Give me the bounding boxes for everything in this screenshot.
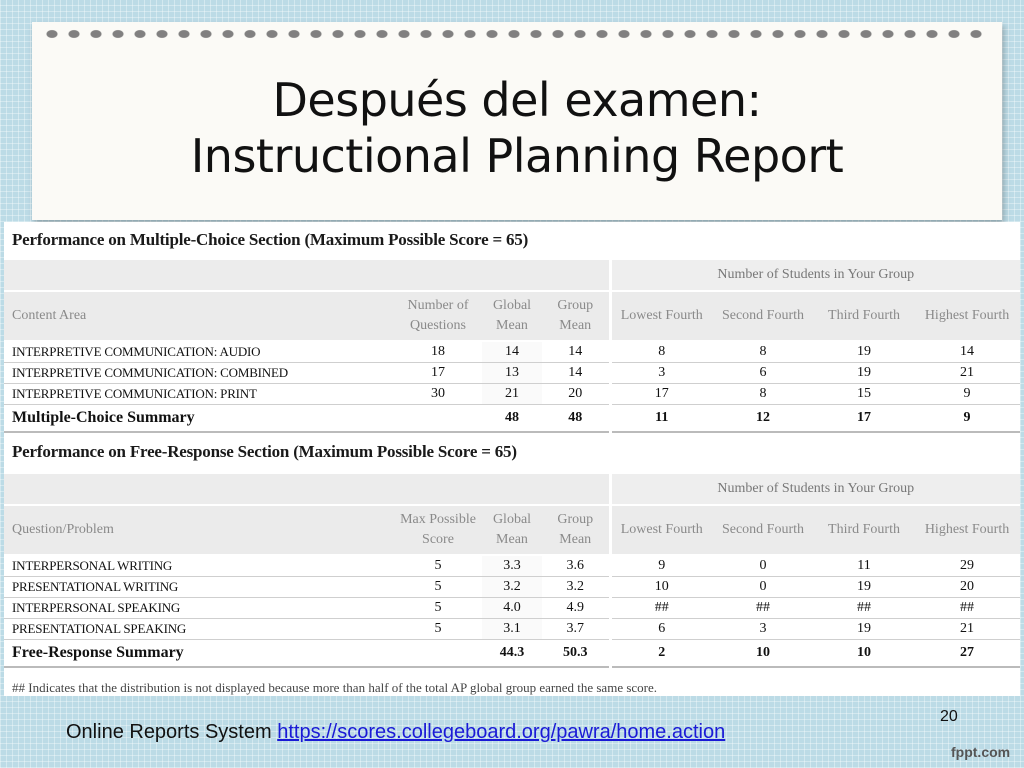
- fr-header: Lowest Fourth: [610, 505, 712, 555]
- cell: 3.2: [482, 577, 542, 598]
- fr-header: Third Fourth: [814, 505, 914, 555]
- cell: 21: [914, 363, 1020, 384]
- cell: 19: [814, 577, 914, 598]
- cell: 10: [712, 640, 814, 668]
- fr-header: Max Possible Score: [394, 505, 482, 555]
- fr-group-header: Number of Students in Your Group: [610, 474, 1020, 505]
- fr-header: Question/Problem: [4, 505, 394, 555]
- cell: ##: [610, 598, 712, 619]
- row-name: PRESENTATIONAL WRITING: [4, 577, 394, 598]
- cell: 5: [394, 577, 482, 598]
- cell: 3.6: [542, 555, 610, 577]
- mc-group-blank: [4, 260, 610, 291]
- row-name: INTERPRETIVE COMMUNICATION: AUDIO: [4, 341, 394, 363]
- cell: 4.0: [482, 598, 542, 619]
- cell: 5: [394, 598, 482, 619]
- summary-row: [4, 405, 1020, 433]
- table-row: [4, 598, 1020, 619]
- cell: 6: [610, 619, 712, 640]
- cell: ##: [814, 598, 914, 619]
- mc-header: Lowest Fourth: [610, 291, 712, 341]
- page-number: 20: [940, 708, 958, 725]
- footnote: ## Indicates that the distribution is not displayed because more than half of the total AP global group earned the same score.: [12, 680, 658, 695]
- table-row: [4, 619, 1020, 640]
- fr-section-title: Performance on Free-Response Section (Maximum Possible Score = 65): [12, 442, 517, 461]
- cell: 8: [712, 384, 814, 405]
- cell: ##: [914, 598, 1020, 619]
- cell: 12: [712, 405, 814, 433]
- brand-logo: fppt.com: [951, 744, 1011, 760]
- mc-section-title: Performance on Multiple-Choice Section (Maximum Possible Score = 65): [12, 230, 529, 249]
- cell: 14: [482, 341, 542, 363]
- cell: 10: [610, 577, 712, 598]
- cell: 14: [914, 341, 1020, 363]
- fr-group-blank: [4, 474, 610, 505]
- summary-row: [4, 640, 1020, 668]
- cell: 27: [914, 640, 1020, 668]
- cell: 3.3: [482, 555, 542, 577]
- mc-header: Highest Fourth: [914, 291, 1020, 341]
- cell: [394, 405, 482, 433]
- fr-table: [4, 474, 1020, 668]
- cell: 17: [814, 405, 914, 433]
- cell: 8: [712, 341, 814, 363]
- footer-label: Online Reports System: [66, 721, 278, 743]
- table-row: [4, 341, 1020, 363]
- cell: ##: [712, 598, 814, 619]
- fr-header: Global Mean: [482, 505, 542, 555]
- cell: 4.9: [542, 598, 610, 619]
- summary-name: Free-Response Summary: [4, 640, 394, 668]
- fr-header: Group Mean: [542, 505, 610, 555]
- row-name: INTERPRETIVE COMMUNICATION: COMBINED: [4, 363, 394, 384]
- cell: 17: [610, 384, 712, 405]
- cell: 14: [542, 363, 610, 384]
- cell: [394, 640, 482, 668]
- cell: 19: [814, 363, 914, 384]
- table-row: [4, 363, 1020, 384]
- row-name: INTERPERSONAL SPEAKING: [4, 598, 394, 619]
- cell: 20: [914, 577, 1020, 598]
- cell: 3: [712, 619, 814, 640]
- table-row: [4, 577, 1020, 598]
- cell: 3.7: [542, 619, 610, 640]
- cell: 0: [712, 577, 814, 598]
- cell: 9: [610, 555, 712, 577]
- row-name: INTERPERSONAL WRITING: [4, 555, 394, 577]
- cell: 20: [542, 384, 610, 405]
- table-row: [4, 555, 1020, 577]
- cell: 48: [482, 405, 542, 433]
- mc-header: Third Fourth: [814, 291, 914, 341]
- cell: 0: [712, 555, 814, 577]
- row-name: PRESENTATIONAL SPEAKING: [4, 619, 394, 640]
- cell: 9: [914, 405, 1020, 433]
- cell: 48: [542, 405, 610, 433]
- slide-title: [32, 72, 1002, 184]
- slide-title-line1: Después del examen:: [272, 73, 762, 127]
- cell: 17: [394, 363, 482, 384]
- footer: [66, 721, 725, 744]
- mc-group-header: Number of Students in Your Group: [610, 260, 1020, 291]
- mc-header: Number of Questions: [394, 291, 482, 341]
- cell: 3.1: [482, 619, 542, 640]
- cell: 10: [814, 640, 914, 668]
- cell: 6: [712, 363, 814, 384]
- cell: 13: [482, 363, 542, 384]
- cell: 2: [610, 640, 712, 668]
- cell: 29: [914, 555, 1020, 577]
- cell: 15: [814, 384, 914, 405]
- cell: 14: [542, 341, 610, 363]
- row-name: INTERPRETIVE COMMUNICATION: PRINT: [4, 384, 394, 405]
- cell: 19: [814, 619, 914, 640]
- cell: 21: [914, 619, 1020, 640]
- mc-header: Content Area: [4, 291, 394, 341]
- fr-header: Highest Fourth: [914, 505, 1020, 555]
- cell: 3.2: [542, 577, 610, 598]
- cell: 21: [482, 384, 542, 405]
- cell: 18: [394, 341, 482, 363]
- cell: 5: [394, 619, 482, 640]
- table-row: [4, 384, 1020, 405]
- cell: 44.3: [482, 640, 542, 668]
- cell: 11: [610, 405, 712, 433]
- cell: 5: [394, 555, 482, 577]
- fr-header: Second Fourth: [712, 505, 814, 555]
- title-card: [32, 22, 1002, 220]
- mc-header: Second Fourth: [712, 291, 814, 341]
- cell: 9: [914, 384, 1020, 405]
- cell: 19: [814, 341, 914, 363]
- cell: 50.3: [542, 640, 610, 668]
- cell: 11: [814, 555, 914, 577]
- mc-header: Global Mean: [482, 291, 542, 341]
- summary-name: Multiple-Choice Summary: [4, 405, 394, 433]
- notebook-holes: [42, 26, 992, 42]
- cell: 30: [394, 384, 482, 405]
- instructional-planning-report: [4, 222, 1020, 696]
- cell: 3: [610, 363, 712, 384]
- slide-title-line2: Instructional Planning Report: [190, 129, 844, 183]
- online-reports-link[interactable]: https://scores.collegeboard.org/pawra/home.action: [277, 721, 726, 743]
- mc-table: [4, 260, 1020, 433]
- cell: 8: [610, 341, 712, 363]
- mc-header: Group Mean: [542, 291, 610, 341]
